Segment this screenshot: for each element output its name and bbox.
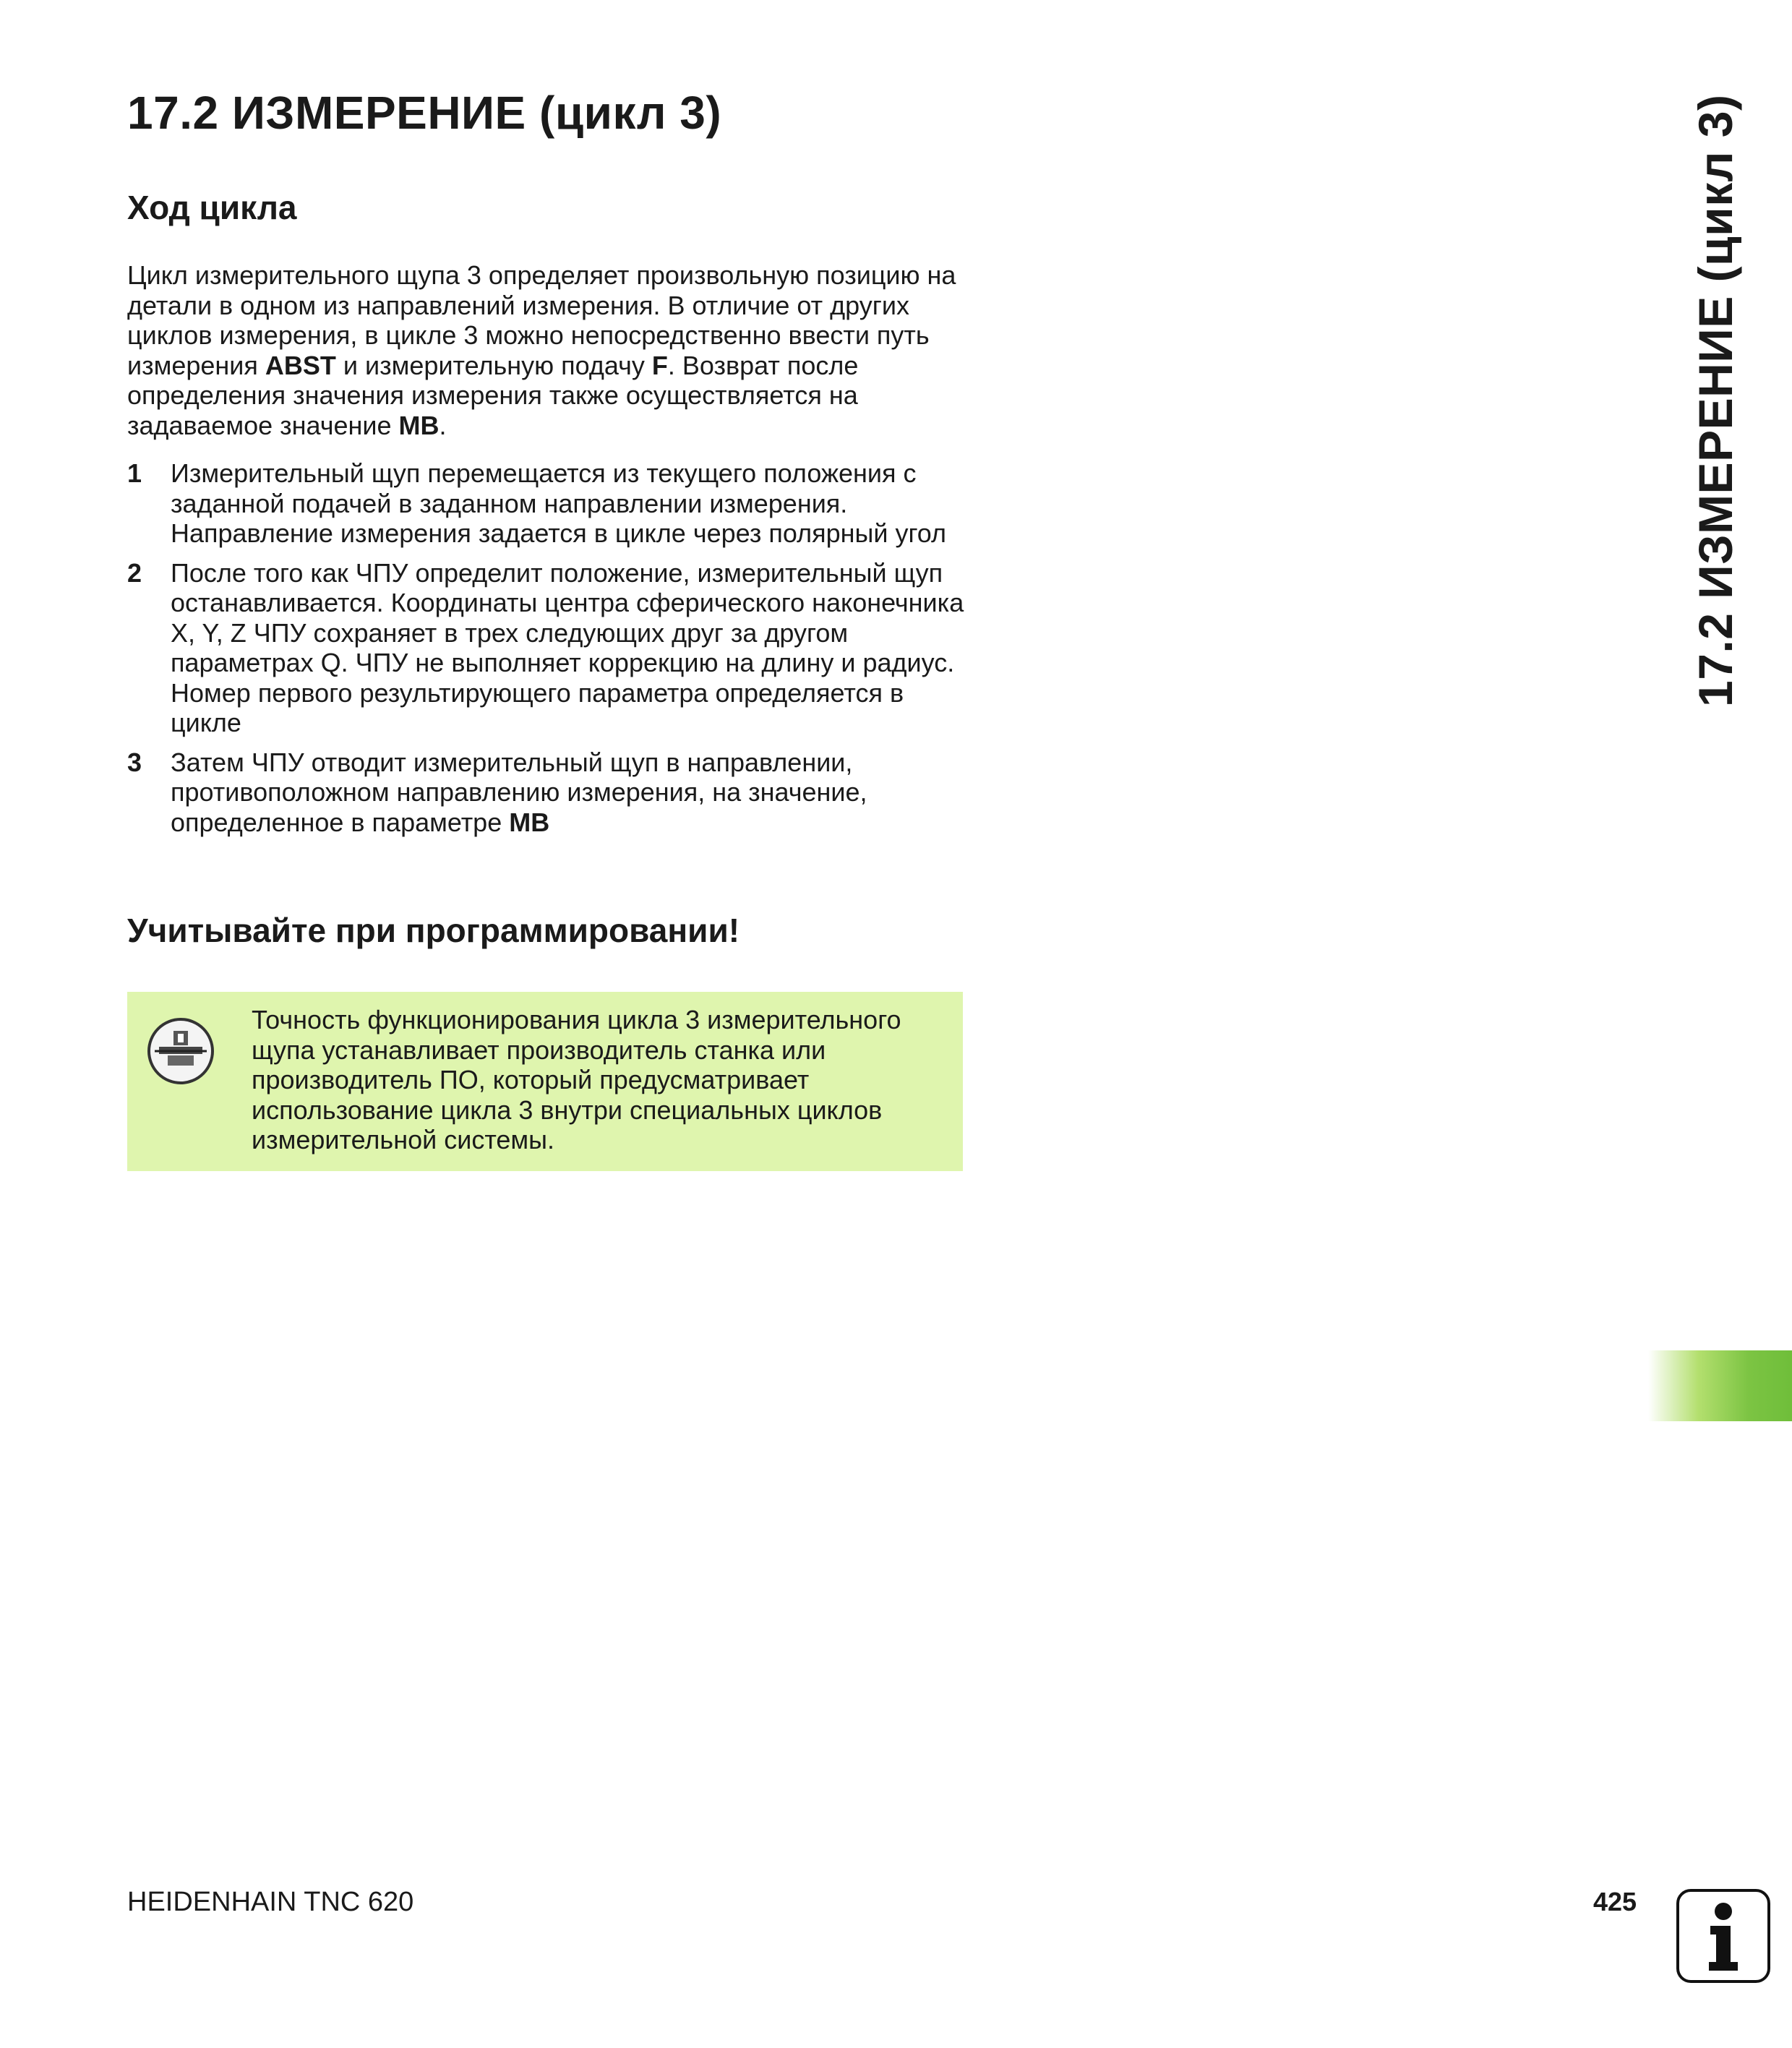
step-text-part: Затем ЧПУ отводит измерительный щуп в направлении, противоположном направлению измерения, на значение, определенное в параметре [171,747,867,837]
page-title: 17.2 ИЗМЕРЕНИЕ (цикл 3) [127,87,722,139]
section-heading-programming: Учитывайте при программировании! [127,912,740,949]
step-number: 3 [127,747,142,777]
intro-paragraph [127,260,973,440]
intro-text: . [439,410,447,440]
note-box [127,992,963,1171]
param-f: F [651,350,668,380]
info-icon [1676,1888,1771,1984]
param-mb: MB [398,410,440,440]
list-item [127,558,973,738]
param-abst: ABST [265,350,336,380]
note-text: Точность функционирования цикла 3 измерительного щупа устанавливает производитель станка или производитель ПО, который предусматривает использование цикла 3 внутри специальных циклов измерительной системы. [252,1005,901,1154]
step-number: 1 [127,458,142,488]
param-mb: MB [509,807,550,837]
steps-list [127,458,973,847]
side-chapter-title: 17.2 ИЗМЕРЕНИЕ (цикл 3) [1689,94,1742,707]
step-text: После того как ЧПУ определит положение, измерительный щуп останавливается. Координаты центра сферического наконечника X, Y, Z ЧПУ сохраняет в трех следующих друг за другом параметрах Q. ЧПУ не выполняет коррекцию на длину и радиус. Номер первого результирующего параметра определяется в цикле [171,557,964,737]
page-number: 425 [1593,1887,1637,1916]
intro-text: Цикл измерительного щупа 3 определяет произвольную позицию на детали в одном из направлений измерения. В отличие от других циклов измерения, в цикле 3 можно непосредственно ввести путь измерения [127,260,956,380]
chapter-tab-marker [1648,1350,1792,1421]
step-text [171,747,867,837]
step-text: Измерительный щуп перемещается из текущего положения с заданной подачей в заданном направлении измерения. Направление измерения задается в цикле через полярный угол [171,458,947,548]
machine-tool-note-icon [146,1016,215,1086]
footer-brand: HEIDENHAIN TNC 620 [127,1887,414,1917]
intro-text: и измерительную подачу [335,350,652,380]
section-heading-workflow: Ход цикла [127,189,297,226]
list-item [127,747,973,838]
step-number: 2 [127,557,142,588]
list-item [127,458,973,549]
intro-text: . Возврат после определения значения измерения также осуществляется на задаваемое значение [127,350,859,440]
